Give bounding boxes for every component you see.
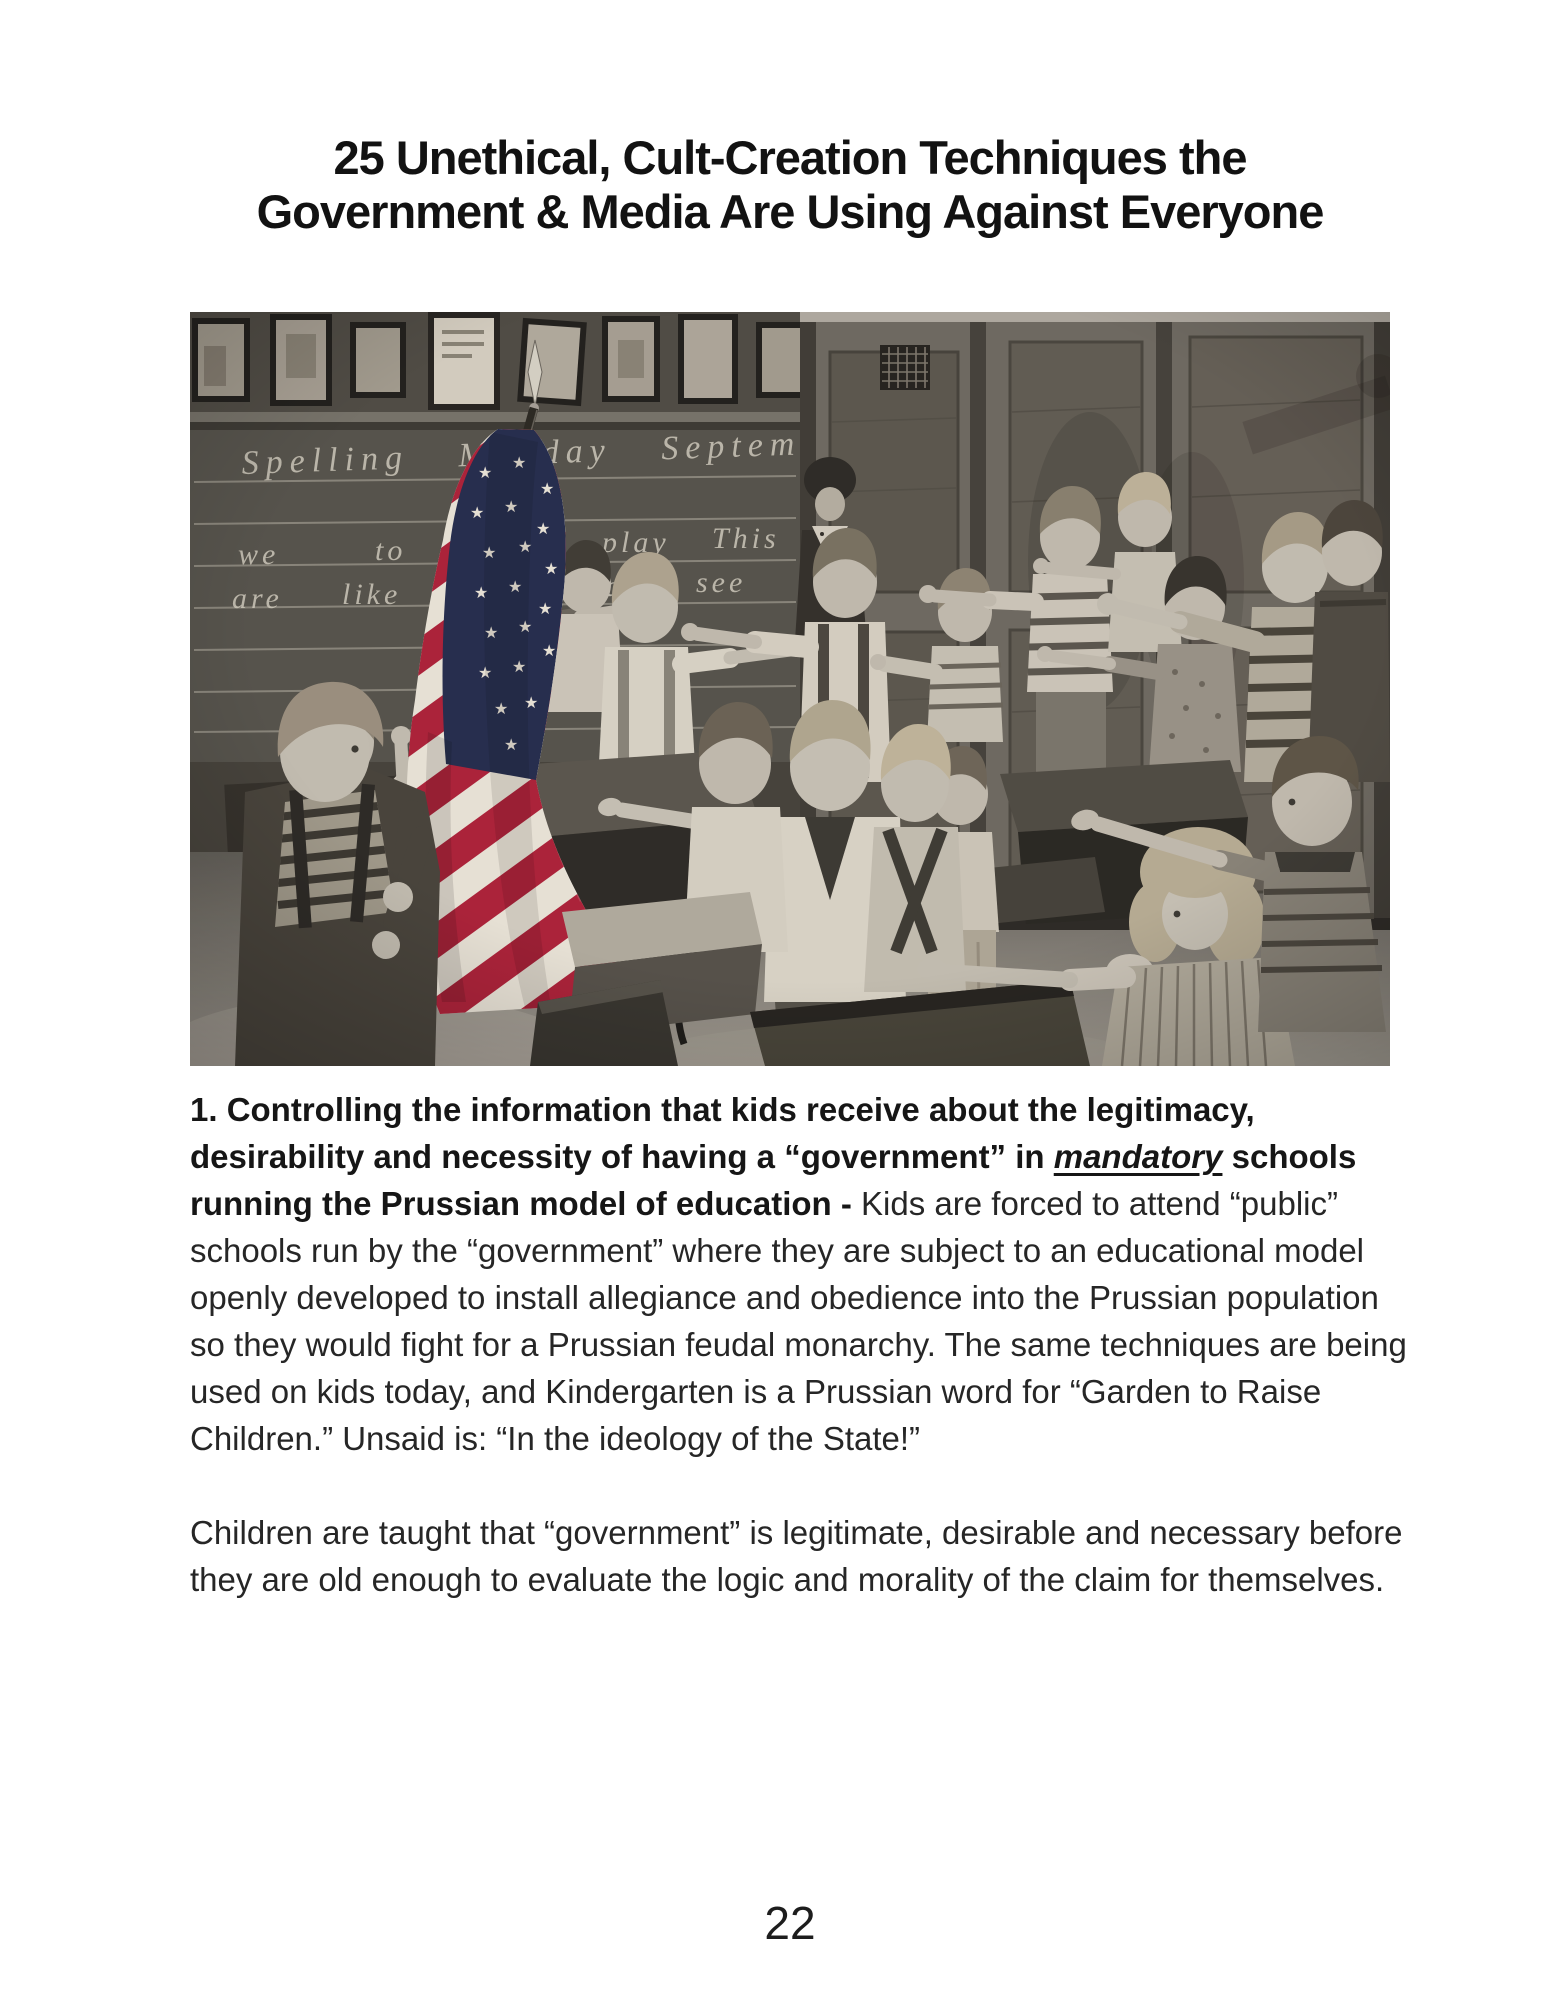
body-section xyxy=(190,1086,1414,1603)
classroom-photo xyxy=(190,312,1390,1066)
title-line-2: Government & Media Are Using Against Everyone xyxy=(256,185,1324,238)
photo-vignette xyxy=(190,312,1390,1066)
title-line-1: 25 Unethical, Cult-Creation Techniques the xyxy=(333,131,1247,184)
body-paragraph-2: Children are taught that “government” is legitimate, desirable and necessary before they are old enough to evaluate the logic and morality of the claim for themselves. xyxy=(190,1514,1403,1598)
paragraph-1-bold-tail: schools running the Prussian model of education - xyxy=(190,1138,1357,1222)
paragraph-1-emphasis-mandatory: mandatory xyxy=(1053,1138,1223,1175)
paragraph-1-text: Kids are forced to attend “public” schools run by the “government” where they are subject to an educational model openly developed to install allegiance and obedience into the Prussian population so they would fight for a Prussian feudal monarchy. The same techniques are being used on kids today, and Kindergarten is a Prussian word for “Garden to Raise Children.” Unsaid is: “In the ideology of the State!” xyxy=(190,1185,1407,1457)
paragraph-1-bold-lead: 1. Controlling the information that kids receive about the legitimacy, desirability and necessity of having a “government” in xyxy=(190,1091,1255,1175)
classroom-photo-illustration xyxy=(190,312,1390,1066)
page-title xyxy=(172,131,1408,239)
body-paragraph-1 xyxy=(190,1086,1414,1462)
page-number: 22 xyxy=(764,1897,816,1949)
